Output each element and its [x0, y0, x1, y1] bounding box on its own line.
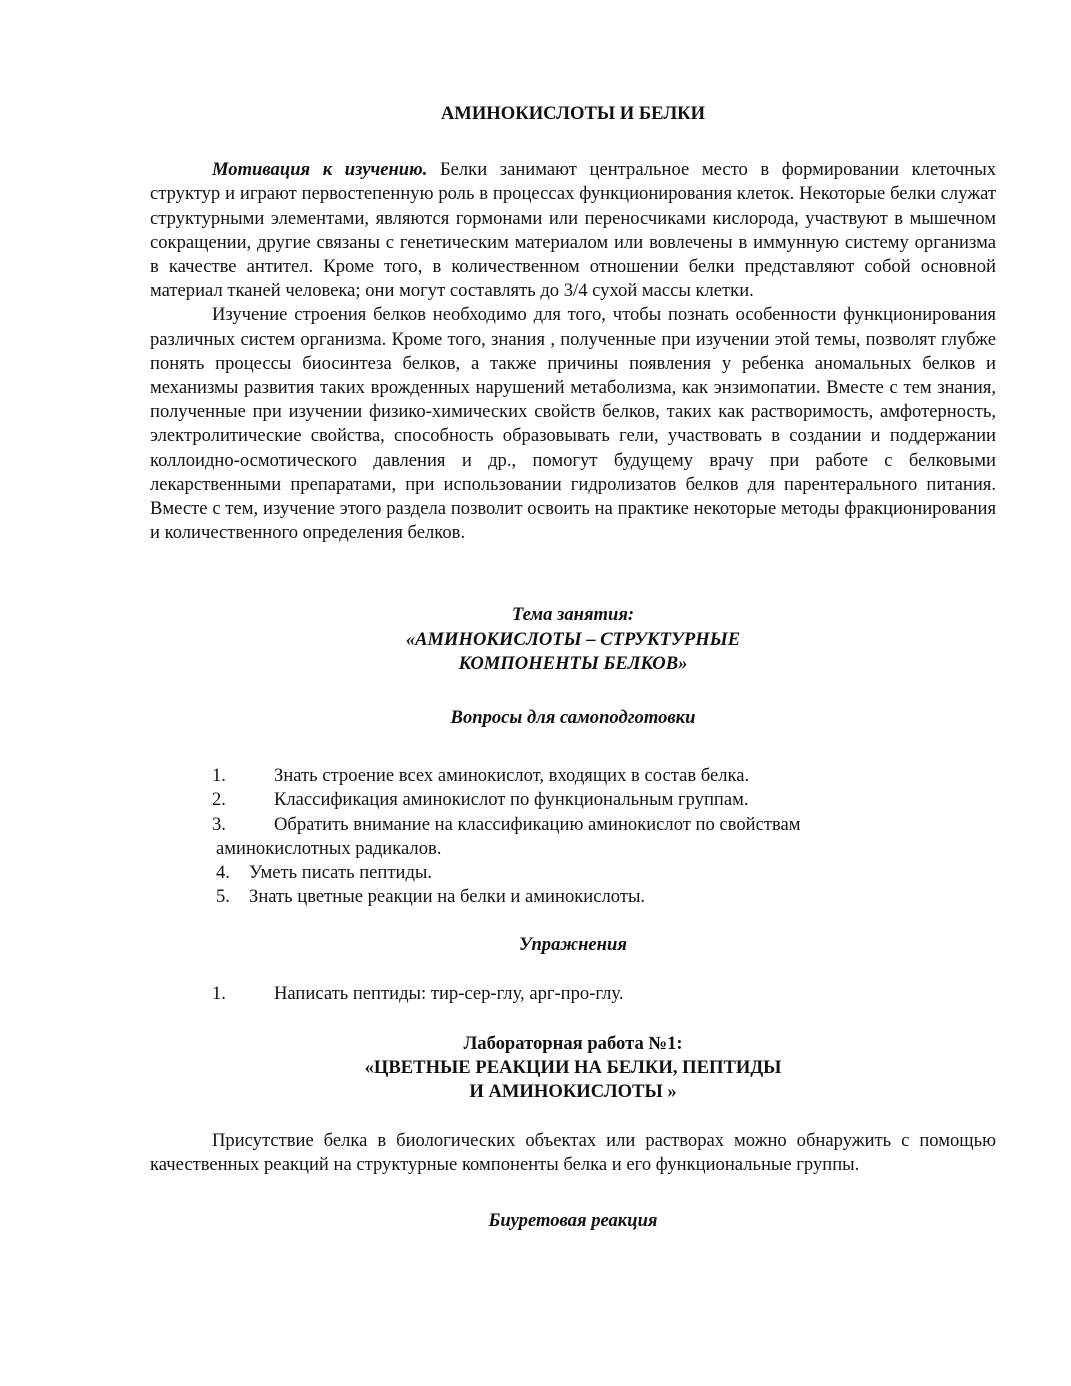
list-item-text: Знать цветные реакции на белки и аминокислоты. [249, 886, 646, 908]
spacer [150, 1105, 996, 1129]
exercises-list [150, 982, 996, 1006]
list-item-text: Знать строение всех аминокислот, входящих в состав белка. [274, 765, 750, 787]
list-item-text: Классификация аминокислот по функциональным группам. [274, 789, 749, 811]
topic-line-2: КОМПОНЕНТЫ БЕЛКОВ» [458, 652, 688, 674]
questions-list [150, 764, 996, 909]
list-item-number: 3. [212, 813, 226, 835]
spacer [150, 545, 996, 603]
list-item-text: Написать пептиды: тир-сер-глу, арг-про-глу. [274, 982, 624, 1004]
lab-title-line-3: И АМИНОКИСЛОТЫ » [469, 1081, 677, 1103]
list-item [150, 885, 996, 909]
spacer [150, 730, 996, 764]
list-item-number: 1. [212, 765, 226, 787]
motivation-lead: Мотивация к изучению. [212, 159, 428, 181]
list-item [150, 982, 996, 1006]
spacer [150, 126, 996, 158]
spacer [150, 1177, 996, 1209]
document-page [150, 100, 996, 1233]
questions-heading: Вопросы для самоподготовки [450, 707, 696, 729]
lab-title-line-1: Лабораторная работа №1: [463, 1032, 683, 1054]
page-title: АМИНОКИСЛОТЫ И БЕЛКИ [440, 103, 706, 124]
spacer [150, 958, 996, 982]
list-item-continuation: аминокислотных радикалов. [216, 837, 442, 859]
lab-intro-paragraph: Присутствие белка в биологических объектах или растворах можно обнаружить с помощью качественных реакций на структурные компоненты белка и его функциональные группы. [150, 1129, 996, 1175]
spacer [150, 676, 996, 706]
topic-block [150, 603, 996, 676]
list-item [150, 764, 996, 788]
list-item-text: Обратить внимание на классификацию аминокислот по свойствам [274, 813, 801, 835]
lab-heading [150, 1032, 996, 1105]
list-item-number: 1. [212, 982, 226, 1004]
list-item-number: 4. [216, 862, 230, 884]
list-item-number: 5. [216, 886, 230, 908]
spacer [150, 909, 996, 933]
list-item [150, 861, 996, 885]
list-item [150, 813, 996, 861]
motivation-paragraph [150, 158, 996, 303]
list-item [150, 788, 996, 812]
topic-label: Тема занятия: [511, 604, 635, 626]
lab-title-line-2: «ЦВЕТНЫЕ РЕАКЦИИ НА БЕЛКИ, ПЕПТИДЫ [364, 1057, 782, 1079]
topic-line-1: «АМИНОКИСЛОТЫ – СТРУКТУРНЫЕ [405, 628, 741, 650]
spacer [150, 1006, 996, 1032]
exercises-heading: Упражнения [519, 934, 627, 956]
motivation-text: Белки занимают центральное место в формировании клеточных структур и играют первостепенную роль в процессах функционирования клеток. Некоторые белки служат структурными элементами, являются гормонами или переносчиками кислорода, участвуют в мышечном сокращении, другие связаны с генетическим материалом или вовлечены в иммунную систему организма в качестве антител. Кроме того, в количественном отношении белки представляют собой основной материал тканей человека; они могут составлять до 3/4 сухой массы клетки. [150, 159, 996, 302]
biuret-heading: Биуретовая реакция [488, 1209, 658, 1231]
study-paragraph: Изучение строения белков необходимо для того, чтобы познать особенности функционирования различных систем организма. Кроме того, знания , полученные при изучении этой темы, позволят глубже понять процессы биосинтеза белков, а также причины появления у ребенка аномальных белков и механизмы развития таких врожденных нарушений метаболизма, как энзимопатии. Вместе с тем знания, полученные при изучении физико-химических свойств белков, таких как растворимость, амфотерность, электролитические свойства, способность образовывать гели, участвовать в создании и поддержании коллоидно-осмотического давления и др., помогут будущему врачу при работе с белковыми лекарственными препаратами, при использовании гидролизатов белков для парентерального питания. Вместе с тем, изучение этого раздела позволит освоить на практике некоторые методы фракционирования и количественного определения белков. [150, 304, 996, 544]
list-item-number: 2. [212, 789, 226, 811]
list-item-text: Уметь писать пептиды. [249, 862, 433, 884]
